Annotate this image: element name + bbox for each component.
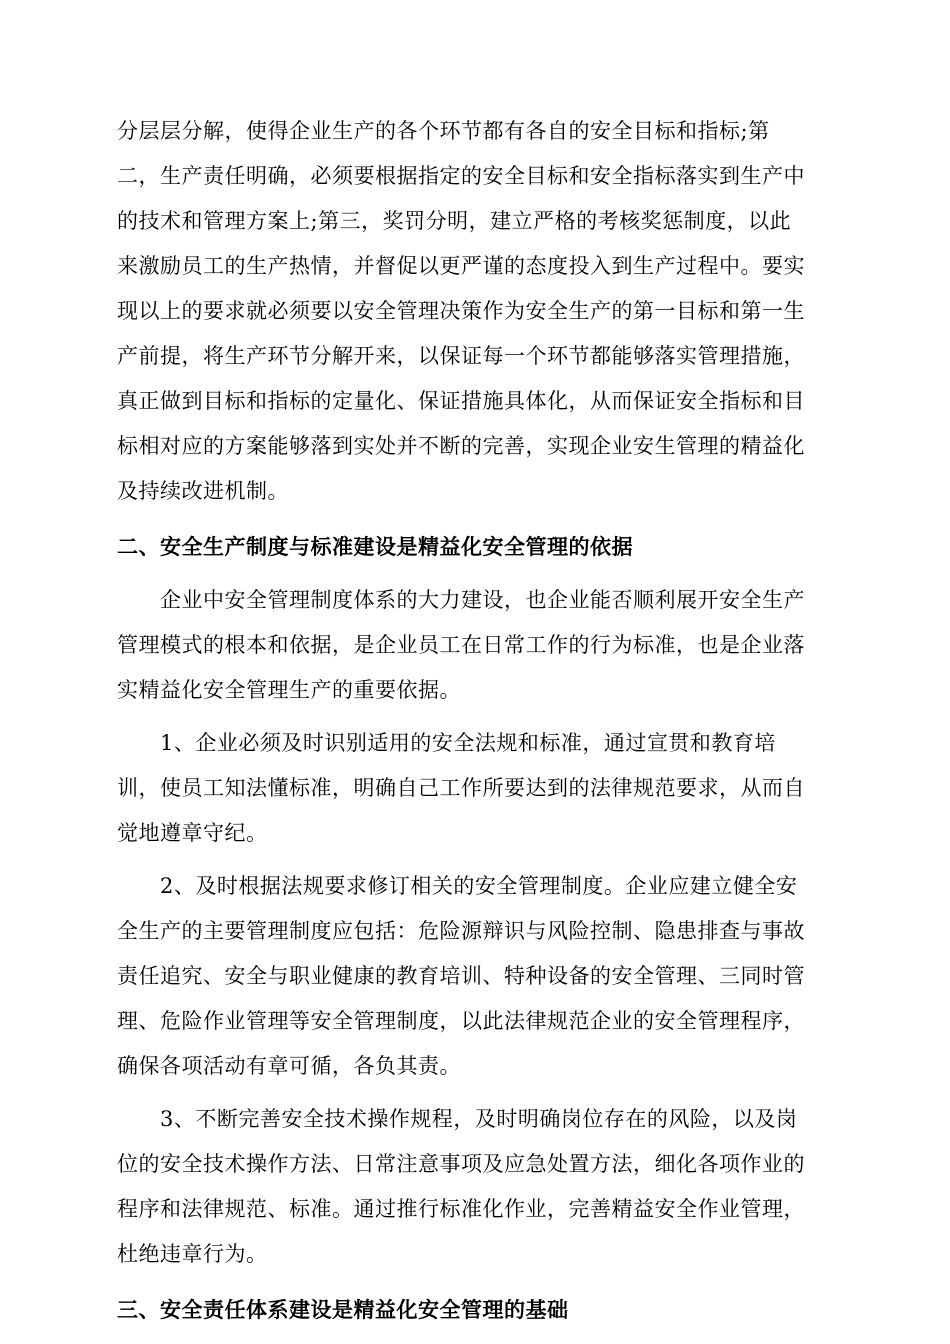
list-item-line: 3、不断完善安全技术操作规程，及时明确岗位存在的风险，以及岗 bbox=[160, 1107, 798, 1131]
paragraph-line: 管理模式的根本和依据，是企业员工在日常工作的行为标准，也是企业落 bbox=[117, 633, 805, 657]
list-item-line: 杜绝违章行为。 bbox=[117, 1242, 268, 1266]
list-item-line: 责任追究、安全与职业健康的教育培训、特种设备的安全管理、三同时管 bbox=[117, 964, 805, 988]
paragraph-line: 实精益化安全管理生产的重要依据。 bbox=[117, 678, 461, 702]
list-item-line: 理、危险作业管理等安全管理制度，以此法律规范企业的安全管理程序， bbox=[117, 1009, 805, 1033]
list-item-line: 2、及时根据法规要求修订相关的安全管理制度。企业应建立健全安 bbox=[160, 874, 798, 898]
paragraph-line: 来激励员工的生产热情，并督促以更严谨的态度投入到生产过程中。要实 bbox=[117, 254, 805, 278]
paragraph-line: 分层层分解，使得企业生产的各个环节都有各自的安全目标和指标;第 bbox=[117, 119, 770, 143]
paragraph-line: 的技术和管理方案上;第三，奖罚分明，建立严格的考核奖惩制度，以此 bbox=[117, 209, 792, 233]
list-item-line: 觉地遵章守纪。 bbox=[117, 821, 268, 845]
paragraph-line: 产前提，将生产环节分解开来，以保证每一个环节都能够落实管理措施， bbox=[117, 344, 805, 368]
paragraph-line: 企业中安全管理制度体系的大力建设，也企业能否顺利展开安全生产 bbox=[160, 588, 805, 612]
section-heading: 三、安全责任体系建设是精益化安全管理的基础 bbox=[117, 1298, 569, 1322]
list-item-line: 位的安全技术操作方法、日常注意事项及应急处置方法，细化各项作业的 bbox=[117, 1152, 805, 1176]
list-item-line: 1、企业必须及时识别适用的安全法规和标准，通过宣贯和教育培 bbox=[160, 731, 776, 755]
paragraph-line: 现以上的要求就必须要以安全管理决策作为安全生产的第一目标和第一生 bbox=[117, 299, 805, 323]
section-heading: 二、安全生产制度与标准建设是精益化安全管理的依据 bbox=[117, 535, 633, 559]
list-item-line: 全生产的主要管理制度应包括：危险源辩识与风险控制、隐患排查与事故 bbox=[117, 919, 805, 943]
paragraph-line: 二，生产责任明确，必须要根据指定的安全目标和安全指标落实到生产中 bbox=[117, 164, 805, 188]
list-item-line: 程序和法律规范、标准。通过推行标准化作业，完善精益安全作业管理， bbox=[117, 1197, 805, 1221]
list-item-line: 训，使员工知法懂标准，明确自己工作所要达到的法律规范要求，从而自 bbox=[117, 776, 805, 800]
list-item-line: 确保各项活动有章可循，各负其责。 bbox=[117, 1054, 461, 1078]
paragraph-line: 标相对应的方案能够落到实处并不断的完善，实现企业安生管理的精益化 bbox=[117, 434, 805, 458]
paragraph-line: 及持续改进机制。 bbox=[117, 479, 289, 503]
paragraph-line: 真正做到目标和指标的定量化、保证措施具体化，从而保证安全指标和目 bbox=[117, 389, 805, 413]
